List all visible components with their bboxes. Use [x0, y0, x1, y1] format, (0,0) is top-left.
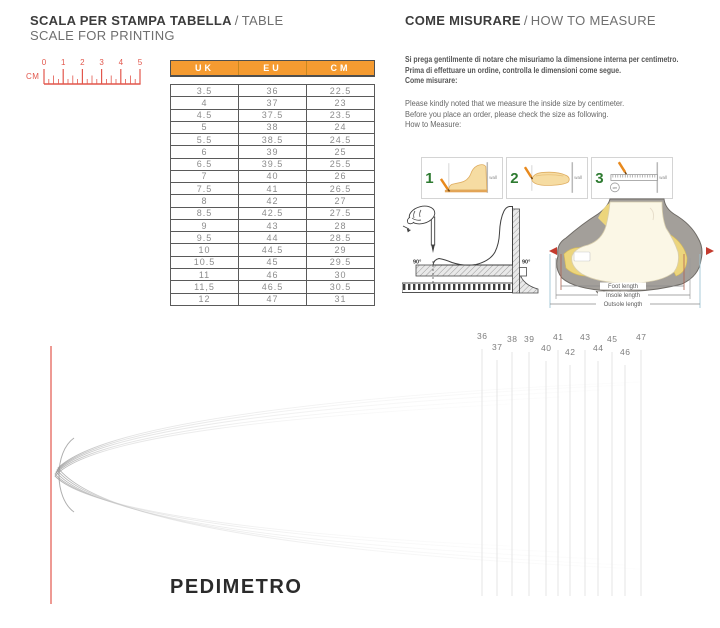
paragraph-it-line-2: Prima di effettuare un ordine, controlla le dimensioni come segue.: [405, 65, 622, 75]
size-row: [171, 134, 375, 146]
size-cell: 11: [171, 268, 239, 280]
size-row: [171, 268, 375, 280]
pedimeter-chart: [40, 340, 690, 610]
pedimeter-size-label: 41: [553, 332, 564, 342]
size-table-column-cm: CM: [306, 61, 374, 75]
measure-paragraph-en: [405, 99, 624, 131]
size-cell: 9.5: [171, 232, 239, 244]
size-cell: 4: [171, 97, 239, 109]
size-cell: 46.5: [239, 281, 307, 293]
size-cell: 27.5: [307, 207, 375, 219]
size-row: [171, 146, 375, 158]
pedimeter-size-label: 37: [492, 342, 503, 352]
measure-title: [405, 13, 656, 28]
pedimeter-size-label: 40: [541, 343, 552, 353]
size-cell: 9: [171, 219, 239, 231]
measure-title-separator: /: [523, 13, 528, 28]
pedimeter-size-label: 39: [524, 334, 535, 344]
size-cell: 5.5: [171, 134, 239, 146]
size-cell: 29: [307, 244, 375, 256]
size-cell: 12: [171, 293, 239, 305]
size-cell: 11,5: [171, 281, 239, 293]
size-row: [171, 232, 375, 244]
pedimeter-size-label: 46: [620, 347, 631, 357]
insole-length-label: Insole length: [605, 293, 641, 300]
angle-right-label: 90°: [522, 259, 531, 266]
size-cell: 4.5: [171, 109, 239, 121]
size-cell: 7: [171, 170, 239, 182]
size-row: [171, 207, 375, 219]
size-table: [170, 84, 375, 306]
size-cell: 30: [307, 268, 375, 280]
measure-paragraph-it: [405, 55, 678, 87]
size-cell: 24: [307, 121, 375, 133]
ruler-tick-label: 3: [99, 58, 104, 67]
size-cell: 25: [307, 146, 375, 158]
size-cell: 37: [239, 97, 307, 109]
insole-icon: [520, 159, 585, 197]
size-row: [171, 256, 375, 268]
step-2-wall-label: wall: [574, 174, 582, 180]
size-row: [171, 109, 375, 121]
size-table-column-uk: UK: [195, 63, 214, 73]
size-table-title: [170, 13, 283, 28]
step-3-wall-label: wall: [659, 174, 667, 180]
size-row: [171, 244, 375, 256]
pedimeter-size-label: 47: [636, 332, 647, 342]
paragraph-it-line-3: Come misurare:: [405, 76, 458, 86]
size-cell: 27: [307, 195, 375, 207]
measure-title-it: COME MISURARE: [405, 13, 521, 28]
size-cell: 28.5: [307, 232, 375, 244]
size-cell: 6.5: [171, 158, 239, 170]
outsole-length-label: Outsole length: [603, 302, 643, 309]
size-cell: 40: [239, 170, 307, 182]
size-cell: 44: [239, 232, 307, 244]
ruler-tick-label: 5: [137, 58, 143, 67]
step-3-number: 3: [595, 169, 604, 187]
size-cell: 22.5: [307, 85, 375, 97]
pedimeter-size-label: 43: [580, 332, 591, 342]
size-cell: 44.5: [239, 244, 307, 256]
measure-step-1: [421, 157, 503, 199]
ruler-tick-label: 1: [60, 58, 66, 67]
paragraph-en-line-2: Before you place an order, please check the size as following.: [405, 109, 609, 119]
size-cell: 8.5: [171, 207, 239, 219]
size-cell: 28: [307, 219, 375, 231]
size-cell: 47: [239, 293, 307, 305]
pedimeter-size-label: 45: [607, 334, 618, 344]
size-row: [171, 293, 375, 305]
pedimeter-size-label: 36: [477, 331, 488, 341]
pedimeter-label: PEDIMETRO: [170, 576, 303, 598]
size-cell: 42.5: [239, 207, 307, 219]
size-cell: 30.5: [307, 281, 375, 293]
size-cell: 36: [239, 85, 307, 97]
size-cell: 8: [171, 195, 239, 207]
size-cell: 46: [239, 268, 307, 280]
print-scale-subtitle: SCALE FOR PRINTING: [30, 28, 175, 43]
size-table-header: [170, 60, 375, 77]
size-row: [171, 195, 375, 207]
size-row: [171, 121, 375, 133]
size-cell: 38: [239, 121, 307, 133]
step-1-wall-label: wall: [489, 174, 497, 180]
print-scale-title: SCALA PER STAMPA: [30, 13, 167, 28]
size-row: [171, 97, 375, 109]
pedimeter-size-label: 42: [565, 347, 576, 357]
size-cell: 31: [307, 293, 375, 305]
heel-marker-arrow: [706, 247, 714, 255]
step-3-cm-label: cm: [612, 185, 618, 190]
size-row: [171, 183, 375, 195]
ruler-measure-icon: [605, 159, 670, 197]
size-cell: 26.5: [307, 183, 375, 195]
size-table-title-separator: /: [234, 13, 239, 28]
foot-measuring-diagram: [402, 203, 544, 303]
foot-length-label: Foot length: [607, 284, 639, 291]
ruler-ticks: [41, 56, 147, 88]
size-cell: 39: [239, 146, 307, 158]
size-cell: 7.5: [171, 183, 239, 195]
size-row: [171, 158, 375, 170]
size-cell: 38.5: [239, 134, 307, 146]
paragraph-en-line-3: How to Measure:: [405, 120, 462, 130]
ruler-tick-label: 4: [118, 58, 124, 67]
foot-against-wall-icon: [435, 159, 500, 197]
size-table-column-eu: EU: [238, 61, 306, 75]
step-1-number: 1: [425, 169, 434, 187]
size-cell: 39.5: [239, 158, 307, 170]
size-row: [171, 219, 375, 231]
ruler-tick-label: 0: [41, 58, 47, 67]
size-table-title-en: TABLE: [241, 13, 284, 28]
size-cell: 29.5: [307, 256, 375, 268]
size-row: [171, 170, 375, 182]
paragraph-it-line-1: Si prega gentilmente di notare che misuriamo la dimensione interna per centimetro.: [405, 55, 679, 64]
size-cell: 23: [307, 97, 375, 109]
size-row: [171, 281, 375, 293]
size-cell: 6: [171, 146, 239, 158]
size-cell: 10: [171, 244, 239, 256]
ruler-tick-label: 2: [80, 58, 85, 67]
shoe-cross-section-diagram: [548, 196, 716, 310]
step-2-number: 2: [510, 169, 519, 187]
size-cell: 43: [239, 219, 307, 231]
measure-step-2: [506, 157, 588, 199]
pedimeter-size-label: 38: [507, 334, 518, 344]
size-cell: 41: [239, 183, 307, 195]
measure-step-3: [591, 157, 673, 199]
size-cell: 5: [171, 121, 239, 133]
size-row: [171, 85, 375, 97]
ruler-unit-label: CM: [26, 72, 40, 81]
measure-title-en: HOW TO MEASURE: [530, 13, 656, 28]
size-cell: 10.5: [171, 256, 239, 268]
cm-ruler: [26, 56, 150, 88]
size-table-title-it: TABELLA: [170, 13, 232, 28]
pedimeter-size-label: 44: [593, 343, 604, 353]
size-cell: 3.5: [171, 85, 239, 97]
toe-marker-arrow: [549, 247, 557, 255]
size-cell: 23.5: [307, 109, 375, 121]
angle-left-label: 90°: [413, 259, 422, 266]
paragraph-en-line-1: Please kindly noted that we measure the inside size by centimeter.: [405, 99, 625, 108]
size-cell: 25.5: [307, 158, 375, 170]
size-cell: 42: [239, 195, 307, 207]
size-cell: 24.5: [307, 134, 375, 146]
size-cell: 26: [307, 170, 375, 182]
size-cell: 37.5: [239, 109, 307, 121]
size-cell: 45: [239, 256, 307, 268]
